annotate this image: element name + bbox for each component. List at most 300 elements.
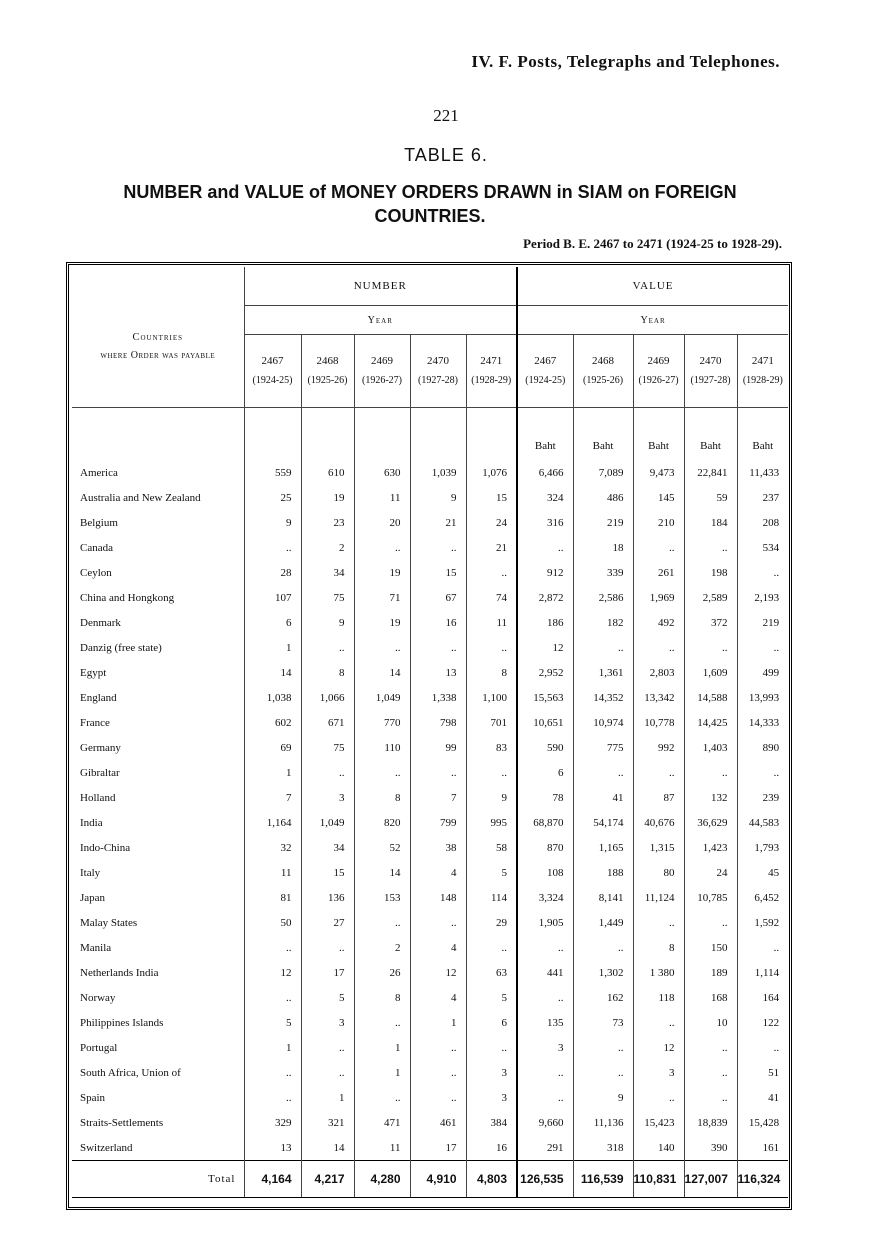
number-cell: 114 — [466, 885, 517, 910]
number-cell: 1,049 — [301, 810, 354, 835]
country-cell — [72, 460, 244, 485]
number-cell: 1 — [301, 1085, 354, 1110]
table-row — [72, 460, 788, 485]
number-cell: .. — [354, 635, 410, 660]
number-cell: 75 — [301, 735, 354, 760]
number-cell: 29 — [466, 910, 517, 935]
value-cell: 24 — [684, 860, 737, 885]
value-cell: 188 — [573, 860, 633, 885]
value-cell: .. — [633, 1085, 684, 1110]
number-cell: 9 — [410, 485, 466, 510]
table-row — [72, 1010, 788, 1035]
year-column-header — [301, 335, 354, 408]
value-cell: 161 — [737, 1135, 788, 1161]
table-row — [72, 860, 788, 885]
number-cell: 50 — [244, 910, 301, 935]
value-cell: 189 — [684, 960, 737, 985]
value-cell: 51 — [737, 1060, 788, 1085]
total-value-cell: 127,007 — [684, 1161, 737, 1198]
number-cell: 15 — [466, 485, 517, 510]
value-cell: 3,324 — [517, 885, 573, 910]
number-cell: 12 — [244, 960, 301, 985]
value-year-label: Year — [517, 306, 788, 335]
value-cell: 237 — [737, 485, 788, 510]
number-cell: 321 — [301, 1110, 354, 1135]
number-cell: 15 — [301, 860, 354, 885]
value-cell: 198 — [684, 560, 737, 585]
year-be: 2469 — [371, 355, 393, 367]
year-be: 2471 — [480, 355, 503, 367]
table-row — [72, 1035, 788, 1060]
number-cell: .. — [244, 1060, 301, 1085]
value-cell: 1,361 — [573, 660, 633, 685]
number-cell: 2 — [354, 935, 410, 960]
value-cell: 890 — [737, 735, 788, 760]
number-cell: 27 — [301, 910, 354, 935]
number-cell: 34 — [301, 560, 354, 585]
table-number: TABLE 6. — [404, 145, 488, 165]
number-cell: .. — [466, 635, 517, 660]
country-cell — [72, 810, 244, 835]
table-row — [72, 1110, 788, 1135]
number-cell: 1,066 — [301, 685, 354, 710]
value-cell: 3 — [633, 1060, 684, 1085]
number-cell: 7 — [244, 785, 301, 810]
country-name: England — [80, 691, 117, 704]
value-cell: 441 — [517, 960, 573, 985]
country-name: Spain — [80, 1091, 106, 1104]
value-cell: 122 — [737, 1010, 788, 1035]
table-row — [72, 710, 788, 735]
value-cell: 164 — [737, 985, 788, 1010]
number-cell: 7 — [410, 785, 466, 810]
number-cell: 329 — [244, 1110, 301, 1135]
value-cell: .. — [684, 535, 737, 560]
number-cell: 602 — [244, 710, 301, 735]
number-cell: 9 — [466, 785, 517, 810]
country-name: Holland — [80, 791, 116, 804]
year-ce: (1928-29) — [742, 375, 783, 386]
value-cell: 41 — [737, 1085, 788, 1110]
number-cell: 32 — [244, 835, 301, 860]
value-cell: 11,136 — [573, 1110, 633, 1135]
table-row — [72, 1135, 788, 1161]
number-cell: 14 — [354, 660, 410, 685]
value-cell: 1,403 — [684, 735, 737, 760]
value-cell: 14,425 — [684, 710, 737, 735]
number-cell: 19 — [354, 610, 410, 635]
value-cell: 15,423 — [633, 1110, 684, 1135]
number-cell: 1,049 — [354, 685, 410, 710]
number-cell: .. — [244, 1085, 301, 1110]
value-cell: 59 — [684, 485, 737, 510]
number-cell: 67 — [410, 585, 466, 610]
section-heading: IV. F. Posts, Telegraphs and Telephones. — [471, 52, 780, 71]
number-cell: 74 — [466, 585, 517, 610]
number-cell: 11 — [354, 1135, 410, 1161]
number-cell: 461 — [410, 1110, 466, 1135]
table-row — [72, 1060, 788, 1085]
value-cell: 7,089 — [573, 460, 633, 485]
unit-label: Baht — [633, 408, 684, 461]
country-name: Danzig (free state) — [80, 641, 162, 654]
value-cell: .. — [517, 985, 573, 1010]
country-name: Portugal — [80, 1041, 118, 1054]
number-cell: 559 — [244, 460, 301, 485]
number-cell: .. — [244, 935, 301, 960]
country-name: Straits-Settlements — [80, 1116, 164, 1129]
value-cell: 6,452 — [737, 885, 788, 910]
value-cell: .. — [684, 1035, 737, 1060]
number-cell: 9 — [244, 510, 301, 535]
number-cell: 770 — [354, 710, 410, 735]
country-name: France — [80, 716, 110, 729]
value-cell: 499 — [737, 660, 788, 685]
number-cell: 63 — [466, 960, 517, 985]
number-cell: 52 — [354, 835, 410, 860]
year-be: 2470 — [699, 355, 722, 367]
value-cell: 486 — [573, 485, 633, 510]
number-cell: .. — [410, 760, 466, 785]
year-be: 2468 — [592, 355, 615, 367]
value-cell: 18 — [573, 535, 633, 560]
number-cell: .. — [244, 985, 301, 1010]
table-row — [72, 510, 788, 535]
country-cell — [72, 935, 244, 960]
value-cell: 150 — [684, 935, 737, 960]
value-cell: 390 — [684, 1135, 737, 1161]
number-cell: 81 — [244, 885, 301, 910]
year-ce: (1924-25) — [525, 375, 566, 386]
number-cell: .. — [410, 1035, 466, 1060]
number-cell: .. — [244, 535, 301, 560]
table-row — [72, 660, 788, 685]
number-cell: 3 — [466, 1085, 517, 1110]
number-cell: 1 — [354, 1060, 410, 1085]
number-cell: .. — [301, 760, 354, 785]
value-cell: 44,583 — [737, 810, 788, 835]
country-name: Italy — [80, 866, 101, 879]
table-row — [72, 910, 788, 935]
value-cell: 14,588 — [684, 685, 737, 710]
country-name: Manila — [80, 941, 112, 954]
value-cell: 2,872 — [517, 585, 573, 610]
year-column-header — [354, 335, 410, 408]
country-name: Japan — [80, 891, 106, 904]
country-name: Gibraltar — [80, 766, 120, 779]
value-cell: 10 — [684, 1010, 737, 1035]
value-cell: 87 — [633, 785, 684, 810]
number-cell: 5 — [244, 1010, 301, 1035]
total-number-cell: 4,217 — [301, 1161, 354, 1198]
number-cell: .. — [466, 935, 517, 960]
value-cell: 108 — [517, 860, 573, 885]
year-be: 2471 — [751, 355, 774, 367]
country-cell — [72, 1085, 244, 1110]
table-row — [72, 835, 788, 860]
value-cell: 6 — [517, 760, 573, 785]
table-row — [72, 735, 788, 760]
page-number: 221 — [433, 106, 459, 125]
year-ce: (1927-28) — [690, 375, 731, 386]
table-row — [72, 685, 788, 710]
number-cell: 1,100 — [466, 685, 517, 710]
value-cell: 8 — [633, 935, 684, 960]
number-cell: 8 — [301, 660, 354, 685]
number-cell: 26 — [354, 960, 410, 985]
number-cell: 1 — [410, 1010, 466, 1035]
number-cell: 3 — [466, 1060, 517, 1085]
country-cell — [72, 660, 244, 685]
value-cell: 3 — [517, 1035, 573, 1060]
country-cell — [72, 1060, 244, 1085]
country-name: Malay States — [80, 916, 138, 929]
number-cell: 19 — [354, 560, 410, 585]
year-ce: (1925-26) — [307, 375, 348, 386]
value-cell: 2,589 — [684, 585, 737, 610]
total-value-cell: 110,831 — [633, 1161, 684, 1198]
country-cell — [72, 960, 244, 985]
country-name: Egypt — [80, 666, 107, 679]
value-cell: 1,315 — [633, 835, 684, 860]
value-cell: .. — [633, 635, 684, 660]
value-cell: 2,586 — [573, 585, 633, 610]
value-cell: 13,342 — [633, 685, 684, 710]
value-cell: 45 — [737, 860, 788, 885]
value-cell: 1 380 — [633, 960, 684, 985]
value-cell: 2,952 — [517, 660, 573, 685]
number-cell: .. — [410, 1060, 466, 1085]
table-row — [72, 810, 788, 835]
number-cell: 5 — [466, 985, 517, 1010]
number-cell: .. — [354, 535, 410, 560]
year-ce: (1927-28) — [418, 375, 458, 386]
number-cell: 15 — [410, 560, 466, 585]
country-cell — [72, 485, 244, 510]
total-number-cell: 4,910 — [410, 1161, 466, 1198]
value-cell: 2,803 — [633, 660, 684, 685]
total-value-cell: 126,535 — [517, 1161, 573, 1198]
number-cell: 671 — [301, 710, 354, 735]
value-cell: 68,870 — [517, 810, 573, 835]
number-cell: .. — [301, 935, 354, 960]
value-cell: 1,609 — [684, 660, 737, 685]
year-ce: (1924-25) — [252, 375, 293, 386]
value-cell: 1,302 — [573, 960, 633, 985]
country-cell — [72, 985, 244, 1010]
number-cell: 8 — [466, 660, 517, 685]
number-group-header: NUMBER — [244, 267, 517, 306]
value-cell: 18,839 — [684, 1110, 737, 1135]
table-row — [72, 935, 788, 960]
number-cell: 71 — [354, 585, 410, 610]
value-cell: 13,993 — [737, 685, 788, 710]
number-cell: 8 — [354, 985, 410, 1010]
number-cell: 1,038 — [244, 685, 301, 710]
year-be: 2467 — [534, 355, 557, 367]
table-row — [72, 485, 788, 510]
number-cell: 148 — [410, 885, 466, 910]
value-cell: 1,592 — [737, 910, 788, 935]
value-cell: 14,352 — [573, 685, 633, 710]
number-cell: 1 — [354, 1035, 410, 1060]
number-cell: 384 — [466, 1110, 517, 1135]
country-name: Netherlands India — [80, 966, 159, 979]
value-cell: .. — [737, 560, 788, 585]
value-cell: 9,660 — [517, 1110, 573, 1135]
value-cell: 9 — [573, 1085, 633, 1110]
value-cell: 10,778 — [633, 710, 684, 735]
number-cell: .. — [466, 560, 517, 585]
money-orders-table — [72, 267, 788, 1214]
value-cell: 2,193 — [737, 585, 788, 610]
table-row — [72, 1085, 788, 1110]
number-cell: 6 — [244, 610, 301, 635]
number-cell: 1,164 — [244, 810, 301, 835]
value-cell: 219 — [737, 610, 788, 635]
table-row — [72, 785, 788, 810]
number-cell: 630 — [354, 460, 410, 485]
number-cell: 3 — [301, 785, 354, 810]
value-cell: 261 — [633, 560, 684, 585]
country-name: Ceylon — [80, 566, 112, 579]
number-cell: 99 — [410, 735, 466, 760]
value-cell: 145 — [633, 485, 684, 510]
value-cell: 590 — [517, 735, 573, 760]
value-cell: 135 — [517, 1010, 573, 1035]
value-cell: 912 — [517, 560, 573, 585]
value-cell: 1,793 — [737, 835, 788, 860]
number-cell: 701 — [466, 710, 517, 735]
country-name: China and Hongkong — [80, 591, 175, 604]
country-name: Germany — [80, 741, 121, 754]
value-cell: 775 — [573, 735, 633, 760]
year-column-header — [684, 335, 737, 408]
value-cell: 40,676 — [633, 810, 684, 835]
number-cell: 11 — [466, 610, 517, 635]
number-cell: 38 — [410, 835, 466, 860]
country-cell — [72, 560, 244, 585]
country-name: South Africa, Union of — [80, 1066, 181, 1079]
country-name: Switzerland — [80, 1141, 133, 1154]
number-cell: 83 — [466, 735, 517, 760]
total-row — [72, 1161, 788, 1198]
number-cell: 610 — [301, 460, 354, 485]
total-number-cell: 4,164 — [244, 1161, 301, 1198]
table-row — [72, 635, 788, 660]
value-cell: 12 — [633, 1035, 684, 1060]
value-cell: .. — [633, 760, 684, 785]
country-name: Belgium — [80, 516, 118, 529]
value-cell: 73 — [573, 1010, 633, 1035]
value-cell: 118 — [633, 985, 684, 1010]
number-cell: .. — [410, 635, 466, 660]
value-cell: .. — [573, 935, 633, 960]
table-row — [72, 560, 788, 585]
value-cell: 8,141 — [573, 885, 633, 910]
number-cell: .. — [410, 1085, 466, 1110]
table-row — [72, 885, 788, 910]
value-cell: 36,629 — [684, 810, 737, 835]
number-cell: 1,076 — [466, 460, 517, 485]
value-cell: 372 — [684, 610, 737, 635]
year-be: 2467 — [261, 355, 284, 367]
value-cell: .. — [573, 760, 633, 785]
unit-label: Baht — [737, 408, 788, 461]
value-cell: .. — [684, 1060, 737, 1085]
number-cell: 14 — [301, 1135, 354, 1161]
value-cell: 870 — [517, 835, 573, 860]
number-cell: 16 — [466, 1135, 517, 1161]
country-cell — [72, 610, 244, 635]
number-cell: 4 — [410, 985, 466, 1010]
year-be: 2470 — [427, 355, 449, 367]
country-cell — [72, 785, 244, 810]
number-cell: .. — [354, 760, 410, 785]
table-title: NUMBER and VALUE of MONEY ORDERS DRAWN in SIAM on FOREIGN COUNTRIES. — [123, 182, 737, 226]
year-column-header — [737, 335, 788, 408]
country-cell — [72, 1110, 244, 1135]
number-cell: 11 — [244, 860, 301, 885]
value-cell: .. — [633, 535, 684, 560]
number-cell: 13 — [244, 1135, 301, 1161]
value-cell: .. — [517, 1060, 573, 1085]
value-cell: 219 — [573, 510, 633, 535]
table-row — [72, 585, 788, 610]
value-cell: 534 — [737, 535, 788, 560]
value-cell: 12 — [517, 635, 573, 660]
value-cell: .. — [684, 910, 737, 935]
value-group-header: VALUE — [517, 267, 788, 306]
number-cell: .. — [466, 760, 517, 785]
value-cell: 1,449 — [573, 910, 633, 935]
total-number-cell: 4,803 — [466, 1161, 517, 1198]
value-cell: 15,428 — [737, 1110, 788, 1135]
value-cell: 992 — [633, 735, 684, 760]
number-cell: .. — [354, 1085, 410, 1110]
table-body — [72, 460, 788, 1161]
number-cell: 20 — [354, 510, 410, 535]
table-row — [72, 985, 788, 1010]
value-cell: 80 — [633, 860, 684, 885]
country-cell — [72, 860, 244, 885]
value-cell: 11,433 — [737, 460, 788, 485]
number-cell: 110 — [354, 735, 410, 760]
country-name: Philippines Islands — [80, 1016, 164, 1029]
number-cell: 1 — [244, 635, 301, 660]
value-cell: 186 — [517, 610, 573, 635]
value-cell: 1,969 — [633, 585, 684, 610]
number-cell: .. — [466, 1035, 517, 1060]
year-column-header — [466, 335, 517, 408]
number-cell: 820 — [354, 810, 410, 835]
country-cell — [72, 885, 244, 910]
number-cell: .. — [410, 910, 466, 935]
number-cell: 16 — [410, 610, 466, 635]
value-cell: 78 — [517, 785, 573, 810]
number-cell: 25 — [244, 485, 301, 510]
value-cell: 291 — [517, 1135, 573, 1161]
number-cell: 11 — [354, 485, 410, 510]
value-cell: .. — [684, 1085, 737, 1110]
number-cell: 2 — [301, 535, 354, 560]
number-cell: 13 — [410, 660, 466, 685]
year-ce: (1926-27) — [638, 375, 679, 386]
number-cell: 153 — [354, 885, 410, 910]
year-be: 2468 — [316, 355, 339, 367]
country-name: Australia and New Zealand — [80, 491, 201, 504]
value-cell: 339 — [573, 560, 633, 585]
